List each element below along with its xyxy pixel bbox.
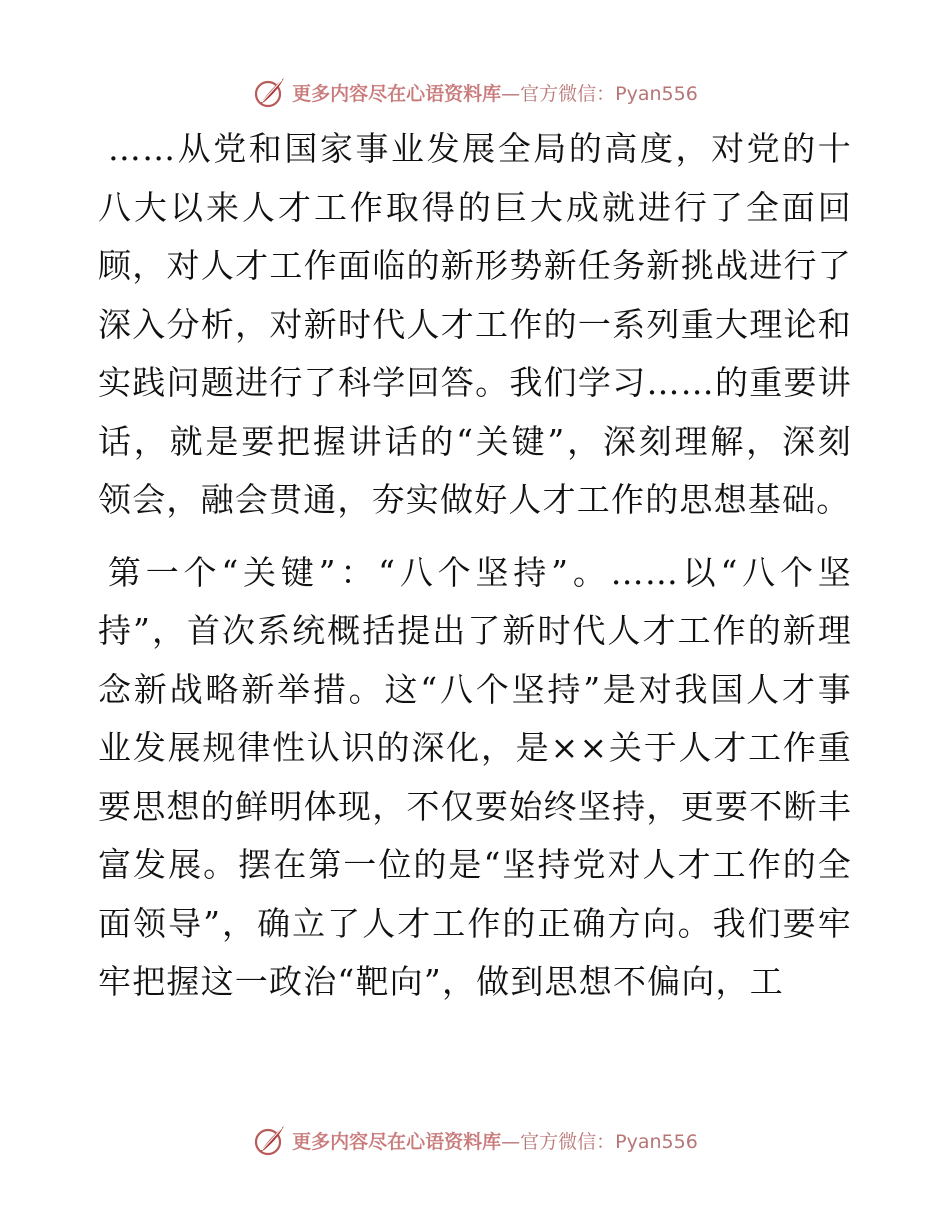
paragraph-2: 第一个“关键”：“八个坚持”。……以“八个坚持”，首次系统概括提出了新时代人才工作的新理念新战略新举措。这“八个坚持”是对我国人才事业发展规律性认识的深化，是××关于人才工作重要思想的鲜明体现，不仅要始终坚持，更要不断丰富发展。摆在第一位的是“坚持党对人才工作的全面领导”，确立了人才工作的正确方向。我们要牢牢把握这一政治“靶向”，做到思想不偏向，工 [98, 552, 852, 1001]
feather-pen-logo-icon [252, 74, 288, 110]
feather-pen-logo-icon [252, 1122, 288, 1158]
paragraph-1: ……从党和国家事业发展全局的高度，对党的十八大以来人才工作取得的巨大成就进行了全面回顾，对人才工作面临的新形势新任务新挑战进行了深入分析，对新时代人才工作的一系列重大理论和实践问题进行了科学回答。我们学习……的重要讲话，就是要把握讲话的“关键”，深刻理解，深刻领会，融会贯通，夯实做好人才工作的思想基础。 [98, 129, 852, 519]
header-watermark [0, 72, 950, 112]
footer-watermark [0, 1120, 950, 1160]
watermark-site-text: 更多内容尽在心语资料库 [292, 82, 502, 105]
watermark-site-text: 更多内容尽在心语资料库 [292, 1130, 502, 1153]
watermark-contact-text: —官方微信：Pyan556 [501, 1130, 698, 1153]
watermark-contact-text: —官方微信：Pyan556 [501, 82, 698, 105]
document-body [98, 120, 852, 1012]
